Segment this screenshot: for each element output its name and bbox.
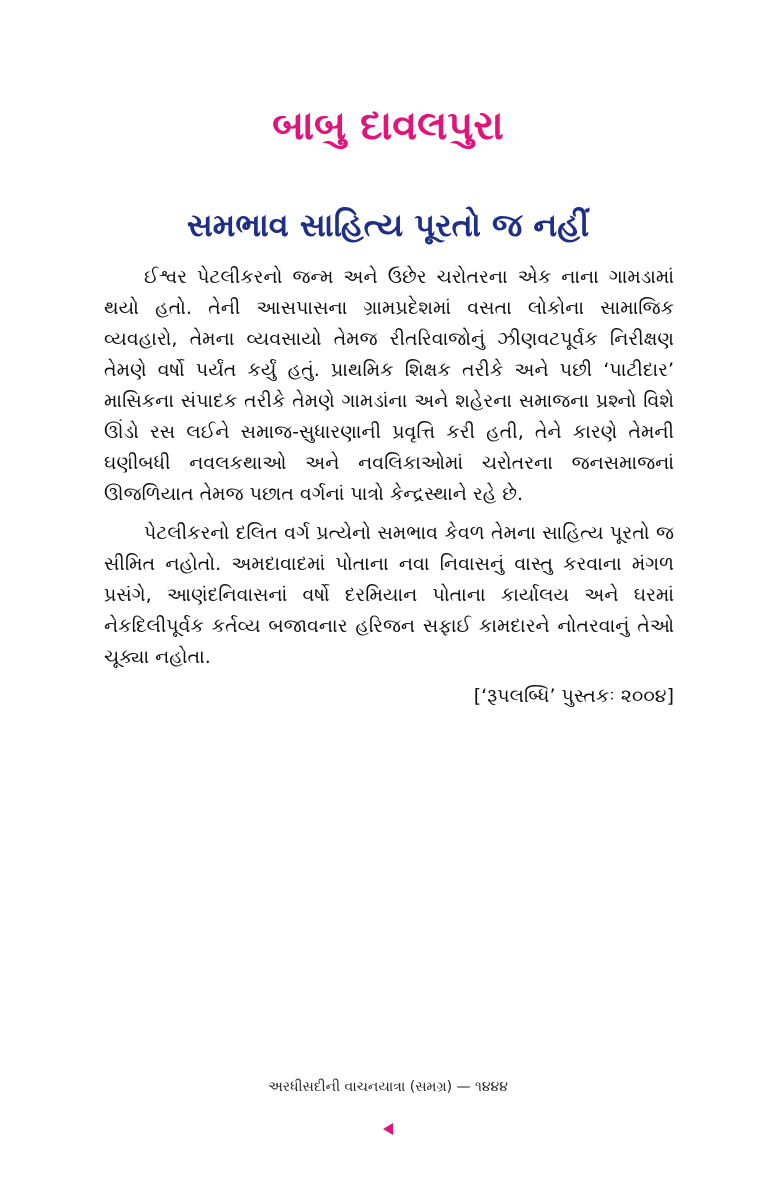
source-citation: [‘રૂપલબ્ધિ’ પુસ્તકઃ ૨૦૦૪] bbox=[473, 685, 674, 707]
previous-page-arrow-icon[interactable] bbox=[383, 1123, 393, 1135]
paragraph-2: પેટલીકરનો દલિત વર્ગ પ્રત્યેનો સમભાવ કેવળ તેમના સાહિત્ય પૂરતો જ સીમિત નહોતો. અમદાવાદમાં પોતાના નવા નિવાસનું વાસ્તુ કરવાના મંગળ પ્રસંગે, આણંદનિવાસનાં વર્ષો દરમિયાન પોતાના કાર્યાલય અને ઘરમાં નેકદિલીપૂર્વક કર્તવ્ય બજાવનાર હરિજન સફાઈ કામદારને નોતરવાનું તેઓ ચૂક્યા નહોતા. bbox=[104, 522, 674, 668]
article-title: સમભાવ સાહિત્ય પૂરતો જ નહીં bbox=[186, 206, 590, 244]
article-body bbox=[104, 262, 674, 712]
author-name: બાબુ દાવલપુરા bbox=[272, 103, 504, 149]
paragraph-1: ઈશ્વર પેટલીકરનો જન્મ અને ઉછેર ચરોતરના એક નાના ગામડામાં થયો હતો. તેની આસપાસના ગ્રામપ્રદેશમાં વસતા લોકોના સામાજિક વ્યવહારો, તેમના વ્યવસાયો તેમજ રીતરિવાજોનું ઝીણવટપૂર્વક નિરીક્ષણ તેમણે વર્ષો પર્યંત કર્યું હતું. પ્રાથમિક શિક્ષક તરીકે અને પછી ‘પાટીદાર’ માસિકના સંપાદક તરીકે તેમણે ગામડાંના અને શહેરના સમાજના પ્રશ્નો વિશે ઊંડો રસ લઈને સમાજ-સુધારણાની પ્રવૃત્તિ કરી હતી, તેને કારણે તેમની ઘણીબધી નવલકથાઓ અને નવલિકાઓમાં ચરોતરના જનસમાજનાં ઊજળિયાત તેમજ પછાત વર્ગનાં પાત્રો કેન્દ્રસ્થાને રહે છે. bbox=[104, 266, 674, 505]
page-footer: અરધીસદીની વાચનયાત્રા (સમગ્ર) — ૧૪૪૪ bbox=[268, 1079, 508, 1095]
